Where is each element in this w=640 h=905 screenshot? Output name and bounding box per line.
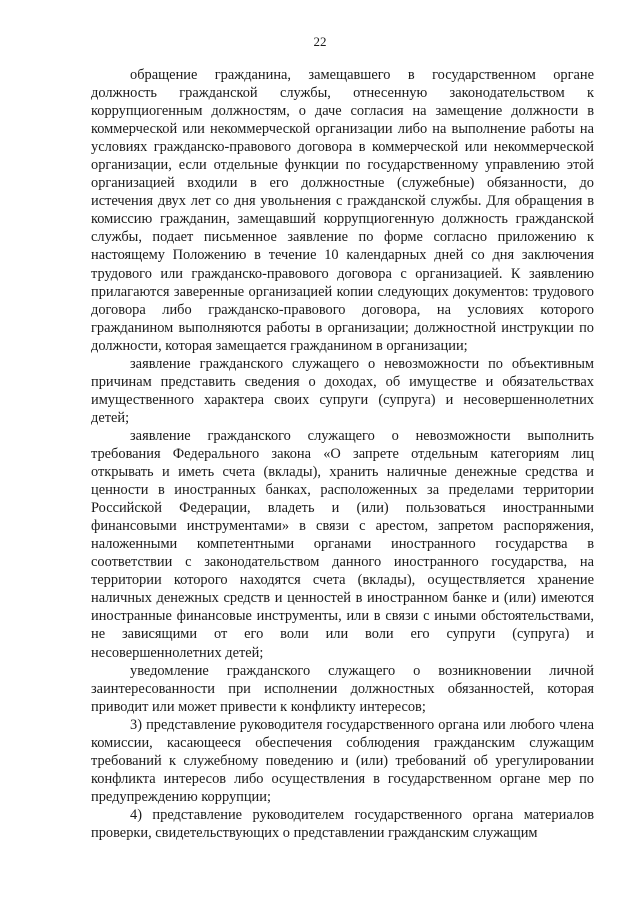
paragraph-foreign-accounts: заявление гражданского служащего о невозможности выполнить требования Федерального закона «О запрете отдельным категориям лиц открывать и иметь счета (вклады), хранить наличные денежные средства и ценности в иностранных банках, расположенных за пределами территории Российской Федерации, владеть и (или) пользоваться иностранными финансовыми инструментами» в связи с арестом, запретом распоряжения, наложенными компетентными органами иностранного государства в соответствии с законодательством данного иностранного государства, на территории которого находятся счета (вклады), осуществляется хранение наличных денежных средств и ценностей в иностранном банке и (или) имеются иностранные финансовые инструменты, или в связи с иными обстоятельствами, не зависящими от его воли или воли его супруги (супруга) и несовершеннолетних детей; bbox=[91, 427, 594, 661]
paragraph-income-statement: заявление гражданского служащего о невозможности по объективным причинам представить сведения о доходах, об имуществе и обязательствах имущественного характера своих супруги (супруга) и несовершеннолетних детей; bbox=[91, 355, 594, 426]
paragraph-application-consent: обращение гражданина, замещавшего в государственном органе должность гражданской службы, отнесенную законодательством к коррупциогенным должностям, о даче согласия на замещение должности в коммерческой или некоммерческой организации либо на выполнение работы на условиях гражданско-правового договора в коммерческой или некоммерческой организации, если отдельные функции по государственному управлению этой организацией входили в его должностные (служебные) обязанности, до истечения двух лет со дня увольнения с гражданской службы. Для обращения в комиссию гражданин, замещавший коррупциогенную должность гражданской службы, подает письменное заявление по форме согласно приложению к настоящему Положению в течение 10 календарных дней со дня заключения трудового или гражданско-правового договора с организацией. К заявлению прилагаются заверенные организацией копии следующих документов: трудового договора либо гражданско-правового договора, на условиях которого гражданином выполняются работы в организации; должностной инструкции по должности, которая замещается гражданином в организации; bbox=[91, 67, 594, 354]
document-body bbox=[91, 66, 594, 842]
paragraph-item-4: 4) представление руководителем государственного органа материалов проверки, свидетельствующих о представлении гражданским служащим bbox=[91, 806, 594, 841]
page-number: 22 bbox=[313, 34, 327, 49]
paragraph-item-3: 3) представление руководителя государственного органа или любого члена комиссии, касающееся обеспечения соблюдения гражданским служащим требований к служебному поведению и (или) требований об урегулировании конфликта интересов либо осуществления в государственном органе мер по предупреждению коррупции; bbox=[91, 716, 594, 805]
paragraph-conflict-notice: уведомление гражданского служащего о возникновении личной заинтересованности при исполнении должностных обязанностей, которая приводит или может привести к конфликту интересов; bbox=[91, 662, 594, 715]
